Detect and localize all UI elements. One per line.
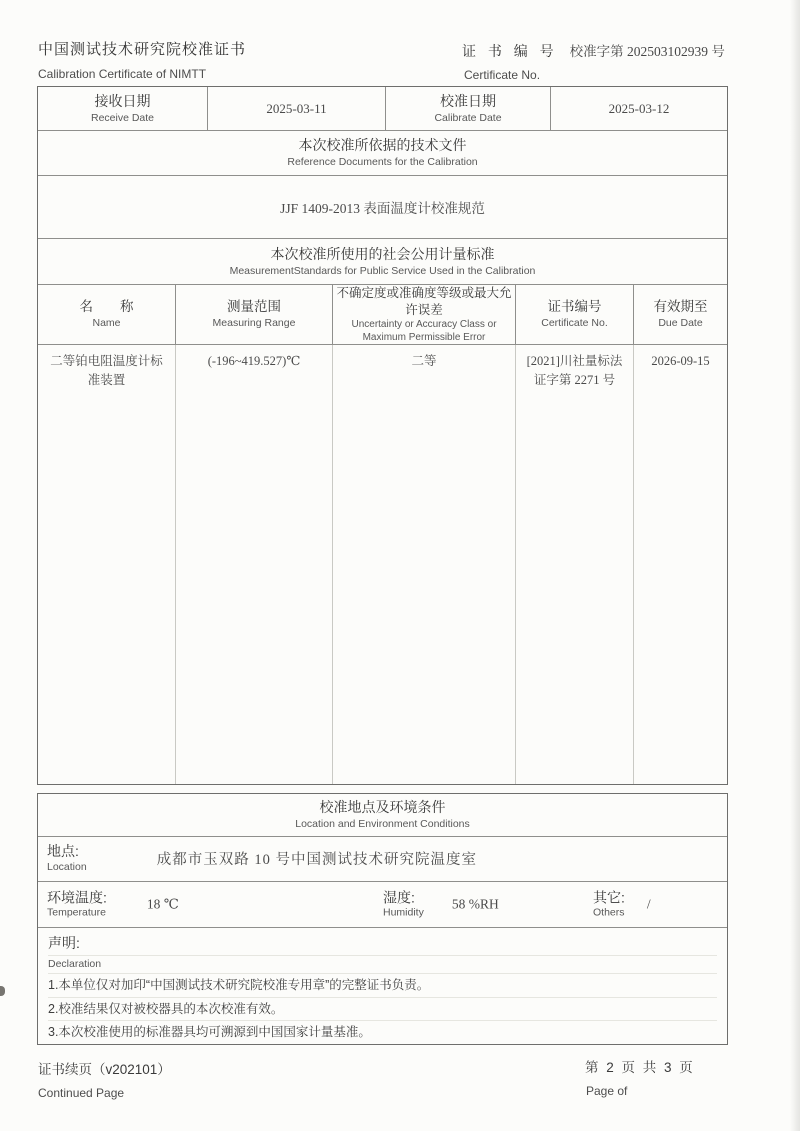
footer-continued-page-zh: 证书续页（v202101） [38, 1062, 171, 1077]
reference-document-text: JJF 1409-2013 表面温度计校准规范 [280, 201, 485, 216]
reference-heading-row [38, 131, 727, 176]
reference-heading-en: Reference Documents for the Calibration [287, 156, 478, 169]
column-header-range [176, 285, 333, 344]
declaration-label-en: Declaration [48, 956, 717, 974]
standards-heading-zh: 本次校准所使用的社会公用计量标准 [270, 245, 495, 262]
certificate-number [462, 40, 725, 61]
footer-page-number-zh: 第 2 页 共 3 页 [585, 1060, 695, 1075]
standard-accuracy-value: 二等 [411, 354, 437, 368]
main-table [37, 86, 728, 785]
receive-date-label-zh: 接收日期 [94, 92, 151, 109]
receive-date-value: 2025-03-11 [266, 100, 327, 116]
standard-certno-cell [516, 345, 634, 784]
reference-document-cell [38, 176, 727, 238]
declaration-item-3: 3.本次校准使用的标准器具均可溯源到中国国家计量基准。 [48, 1025, 371, 1040]
declaration-row [38, 928, 727, 1044]
location-label-en: Location [47, 861, 87, 874]
scan-edge-shadow [790, 0, 800, 1131]
others-label-zh: 其它: [593, 889, 625, 906]
location-row [38, 837, 727, 882]
certificate-number-value: 校准字第 202503102939 号 [569, 44, 725, 59]
declaration-item-2: 2.校准结果仅对被校器具的本次校准有效。 [48, 998, 717, 1022]
temperature-value: 18 ℃ [146, 896, 179, 912]
reference-document-row [38, 176, 727, 239]
receive-date-value-cell [208, 87, 386, 130]
humidity-label-zh: 湿度: [383, 889, 415, 906]
receive-date-label-en: Receive Date [90, 111, 155, 124]
standard-duedate-value: 2026-09-15 [651, 354, 710, 368]
column-header-name-en: Name [92, 317, 121, 330]
others-label-en: Others [593, 907, 625, 920]
humidity-group [383, 888, 499, 921]
column-header-uncertainty [333, 285, 516, 344]
others-value: / [646, 896, 651, 912]
column-header-name [38, 285, 176, 344]
column-header-certno [516, 285, 634, 344]
footer-continued-page-en: Continued Page [38, 1086, 125, 1100]
column-header-range-en: Measuring Range [212, 317, 296, 330]
column-header-duedate-zh: 有效期至 [653, 299, 708, 315]
scan-speck [0, 986, 5, 996]
environment-heading-zh: 校准地点及环境条件 [319, 799, 446, 816]
column-header-certno-en: Certificate No. [541, 317, 608, 330]
location-label-zh: 地点: [47, 843, 79, 860]
standard-duedate-cell [634, 345, 727, 784]
column-header-duedate-en: Due Date [658, 317, 703, 330]
standards-heading-en: MeasurementStandards for Public Service Used in the Calibration [229, 264, 536, 277]
calibrate-date-label-zh: 校准日期 [440, 92, 496, 109]
standards-data-row [38, 345, 727, 784]
calibrate-date-value-cell [551, 87, 727, 130]
environment-heading-cell [38, 794, 727, 836]
standards-column-header-row [38, 285, 727, 345]
declaration-item-1: 1.本单位仅对加印“中国测试技术研究院校准专用章”的完整证书负责。 [48, 974, 717, 998]
environment-heading-en: Location and Environment Conditions [295, 817, 470, 830]
standard-range-value: (-196~419.527)℃ [207, 354, 301, 368]
location-value: 成都市玉双路 10 号中国测试技术研究院温度室 [156, 852, 477, 869]
reference-heading-zh: 本次校准所依据的技术文件 [298, 137, 467, 154]
humidity-label [383, 888, 424, 921]
column-header-uncertainty-zh: 不确定度或准确度等级或最大允许误差 [336, 285, 512, 317]
environment-heading-row [38, 794, 727, 837]
standard-name-value: 二等铂电阻温度计标准装置 [50, 354, 163, 387]
declaration-label-zh: 声明: [48, 933, 717, 956]
receive-date-label-cell [38, 87, 208, 130]
others-group [593, 888, 651, 921]
standard-accuracy-cell [333, 345, 516, 784]
standard-name-cell [38, 345, 176, 784]
humidity-value: 58 %RH [451, 896, 499, 912]
environment-table [37, 793, 728, 1045]
temperature-label-en: Temperature [47, 907, 106, 920]
humidity-label-en: Humidity [383, 907, 424, 920]
column-header-certno-zh: 证书编号 [547, 299, 602, 315]
standard-certno-value: [2021]川社量标法证字第 2271 号 [526, 354, 623, 387]
certificate-number-label-en: Certificate No. [464, 68, 541, 82]
standards-heading-row [38, 239, 727, 285]
column-header-range-zh: 测量范围 [227, 299, 281, 315]
others-label [593, 888, 625, 921]
temperature-label [47, 888, 107, 921]
footer-page-number-en: Page of [586, 1084, 628, 1098]
dates-row [38, 87, 727, 131]
certificate-number-label-zh: 证 书 编 号 [462, 43, 558, 59]
location-label [47, 842, 87, 875]
standards-heading-cell [38, 239, 727, 284]
standard-range-cell [176, 345, 333, 784]
column-header-uncertainty-en: Uncertainty or Accuracy Class or Maximum Permissible Error [351, 319, 497, 343]
reference-heading-cell [38, 131, 727, 175]
column-header-name-zh: 名 称 [79, 299, 134, 315]
environment-conditions-row [38, 882, 727, 928]
document-title-zh: 中国测试技术研究院校准证书 [38, 41, 247, 58]
calibrate-date-label-cell [386, 87, 551, 130]
document-title-en: Calibration Certificate of NIMTT [38, 67, 207, 81]
column-header-duedate [634, 285, 727, 344]
calibrate-date-label-en: Calibrate Date [434, 111, 502, 124]
calibrate-date-value: 2025-03-12 [608, 100, 670, 116]
temperature-group [47, 888, 179, 921]
temperature-label-zh: 环境温度: [47, 889, 107, 906]
